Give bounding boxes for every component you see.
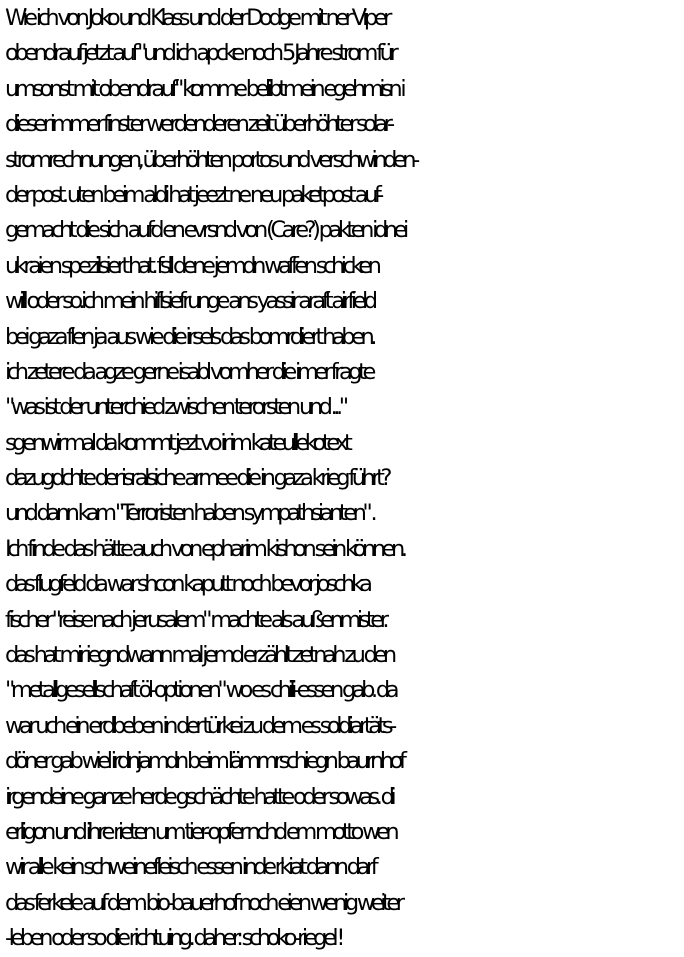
text-line-1: Wie ich von Joko und Klass und der Dodge mit ner Viper [5,5,388,31]
text-line-6: der post. uten beim aldi hat jeezt ne neu paketpost auf- [5,181,380,208]
text-line-26: das ferkele auf dem bio-bauerhof noch eien wenig weiter [5,889,401,916]
text-line-23: irgendeine ganze herde gschächte hatte oder sowas. di [5,783,393,810]
text-line-2: obendrauf jetzt auf "und ich apcke noch 5 Jahre strom für [5,40,395,67]
text-line-5: stromrechnungen, überhöhten portos und verschwinden- [5,146,416,173]
text-line-27: -leben oder so die richtuing. daher: schoko-riegel ! [5,925,341,952]
text-line-8: ukraien spezilsiert hat. fsll dene jemdn waffen schicken [5,252,378,279]
text-line-19: das hat mir iegndwann mal jemd erzählt zetnah zu den [5,642,393,669]
text-line-9: will oder so.ich mein hiflsiefrunge ans yassir araft airfield [5,288,374,315]
document-text [5,1,683,957]
text-line-21: war uch ein erdbeben in der türkei zu dem es soldiartäts- [5,712,393,739]
text-line-16: Ich finde das hätte auch von epharim kishon sein können. [5,535,404,562]
text-line-17: das flugfeld da war shcon kaputt noch bevor joschka [5,571,369,598]
text-line-10: bei gaza flen ja aus wie die irsels das bomrdiert haben. [5,323,374,350]
text-line-20: "metallgesellschaft öl-optionen" wo es chili-essen gab. da [5,677,396,704]
text-line-13: sgenwir mal da kommt jezt vo ir im kateullekotext [5,429,349,456]
text-line-25: wir alle kein schweinefleisch essen inde rkiat dann darf [5,854,375,881]
text-line-18: fischer "reise nach jerusalem" machte als außenmister. [5,606,386,633]
text-line-12: "was ist der unterchied zwischen terorsten und ..." [5,394,345,421]
text-line-3: umsonst mit obendrauf" komme belibtmein egehmisn i [5,75,403,102]
text-line-7: gemacht die sich aufd en evrsnd von (Care?) pakten idnei [5,217,405,244]
text-line-22: döner gab wiel irdnjamdn beim lämmrschiegn baurnhof [5,748,403,775]
text-line-15: und dann kam "Terroristen haben sympathsianten" . [5,500,374,527]
text-line-14: dazugdchte der isralsiche armee die in gaza krieg führt? [5,465,389,492]
text-line-4: dieser immer finster werdenderen zeit überhöhter solar- [5,111,391,138]
text-line-24: erligon und ihre rieten um tier-opfer nchd em motto wen [5,818,396,845]
text-line-11: ich zetere da agze gerne isabl vomher die imer fragte [5,358,372,385]
